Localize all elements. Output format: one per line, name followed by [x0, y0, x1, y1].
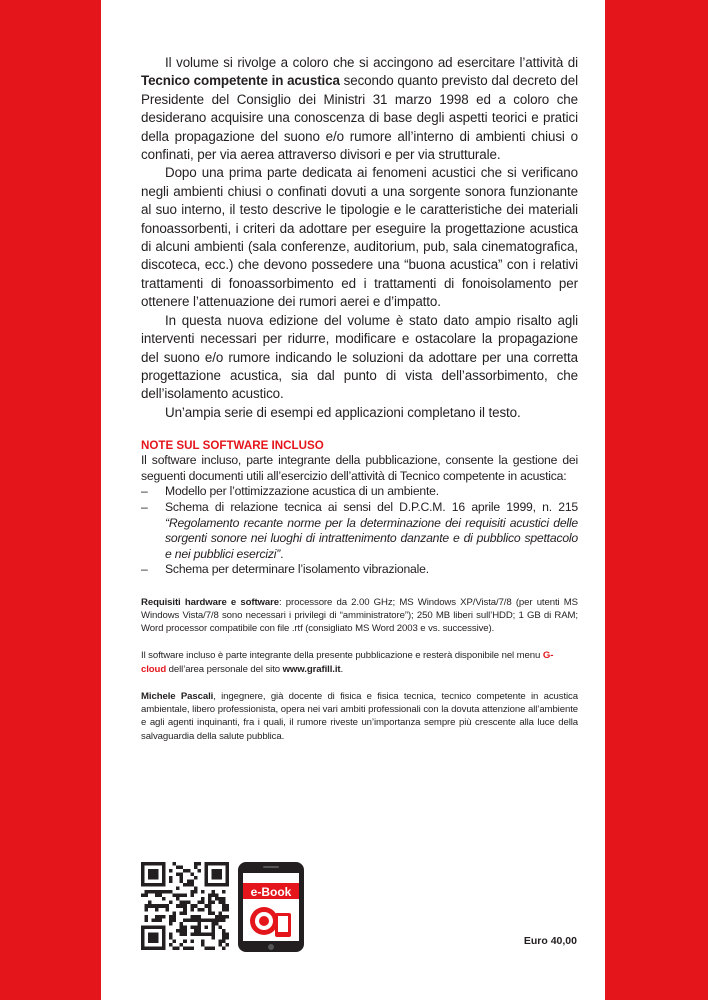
- paragraph-2: Dopo una prima parte dedicata ai fenomeni acustici che si verificano negli ambienti chiusi o confinati dovuti a una sorgente sonora funzionante al suo interno, il testo descrive le tipologie e le caratteristiche dei materiali fonoassorbenti, i criteri da adottare per eseguire la progettazione acustica di alcuni ambienti (sala conferenze, auditorium, pub, sala cinematografica, discoteca, ecc.) che devono possedere una “buona acustica” con i relativi trattamenti di fonoassorbimento ed i trattamenti di fonoisolamento per ottenere l’attenuazione dei rumori aerei e d’impatto.: [141, 165, 578, 310]
- highlight-term: Tecnico competente in acustica: [141, 73, 340, 89]
- ebook-label: e-Book: [250, 885, 292, 899]
- paragraph-4: Un’ampia serie di esempi ed applicazioni completano il testo.: [165, 404, 521, 420]
- white-panel: [101, 0, 605, 1000]
- list-item: – Schema di relazione tecnica ai sensi del D.P.C.M. 16 aprile 1999, n. 215 “Regolamento recante norme per la determinazione dei requisiti acustici delle sorgenti sonore nei luoghi di intrattenimento danzante e di pubblico spettacolo e nei pubblici esercizi”.: [141, 499, 578, 561]
- price: Euro 40,00: [523, 935, 577, 947]
- software-list: [141, 484, 578, 578]
- list-item: – Schema per determinare l’isolamento vibrazionale.: [141, 562, 429, 577]
- description: [141, 54, 578, 422]
- list-item: – Modello per l’ottimizzazione acustica di un ambiente.: [141, 484, 439, 499]
- content-column: [141, 54, 578, 743]
- qr-code-icon: [141, 862, 229, 950]
- requirements: Requisiti hardware e software: processore da 2.00 GHz; MS Windows XP/Vista/7/8 (per utenti MS Windows Vista/7/8 sono necessari i privilegi di “amministratore”); 250 MB liberi sull’HDD; 1 GB di RAM; Word processor compatibile con file .rtf (consigliato MS Word 2003 e vs. successive).: [141, 596, 578, 635]
- site-link[interactable]: www.grafill.it: [282, 663, 341, 675]
- gcloud-brand: G-cloud: [141, 650, 554, 675]
- paragraph-1: Il volume si rivolge a coloro che si accingono ad esercitare l’attività di Tecnico competente in acustica secondo quanto previsto dal decreto del Presidente del Consiglio dei Ministri 31 marzo 1998 ed a coloro che desiderano acquisire una conoscenza di base degli aspetti teorici e pratici della propagazione del suono e/o rumore all’interno di ambienti chiusi o confinati, per via aerea attraverso divisori e per via strutturale.: [141, 55, 578, 163]
- paragraph-3: In questa nuova edizione del volume è stato dato ampio risalto agli interventi necessari per ridurre, modificare e ostacolare la propagazione del suono e/o rumore indicando le soluzioni da adottare per una corretta progettazione acustica, sia dal punto di vista dell’assorbimento, che dell’isolamento acustico.: [141, 312, 578, 402]
- author-name: Michele Pascali: [141, 690, 214, 702]
- gcloud-note: Il software incluso è parte integrante della presente pubblicazione e resterà disponibile nel menu G-cloud dell’area personale del sito www.grafill.it.: [141, 650, 554, 675]
- author-bio: Michele Pascali, ingegnere, già docente di fisica e fisica tecnica, tecnico competente in acustica ambientale, libero professionista, opera nei vari ambiti professionali con la dovuta attenzione all’ambiente e agli agenti inquinanti, fra i quali, il rumore riveste un’importanza sempre più crescente alla luce della salvaguardia della salute pubblica.: [141, 690, 578, 742]
- ebook-badge-icon: [237, 861, 305, 953]
- software-intro: Il software incluso, parte integrante della pubblicazione, consente la gestione dei seguenti documenti utili all’esercizio dell’attività di Tecnico competente in acustica:: [141, 453, 578, 483]
- software-section-title: NOTE SUL SOFTWARE INCLUSO: [141, 439, 324, 453]
